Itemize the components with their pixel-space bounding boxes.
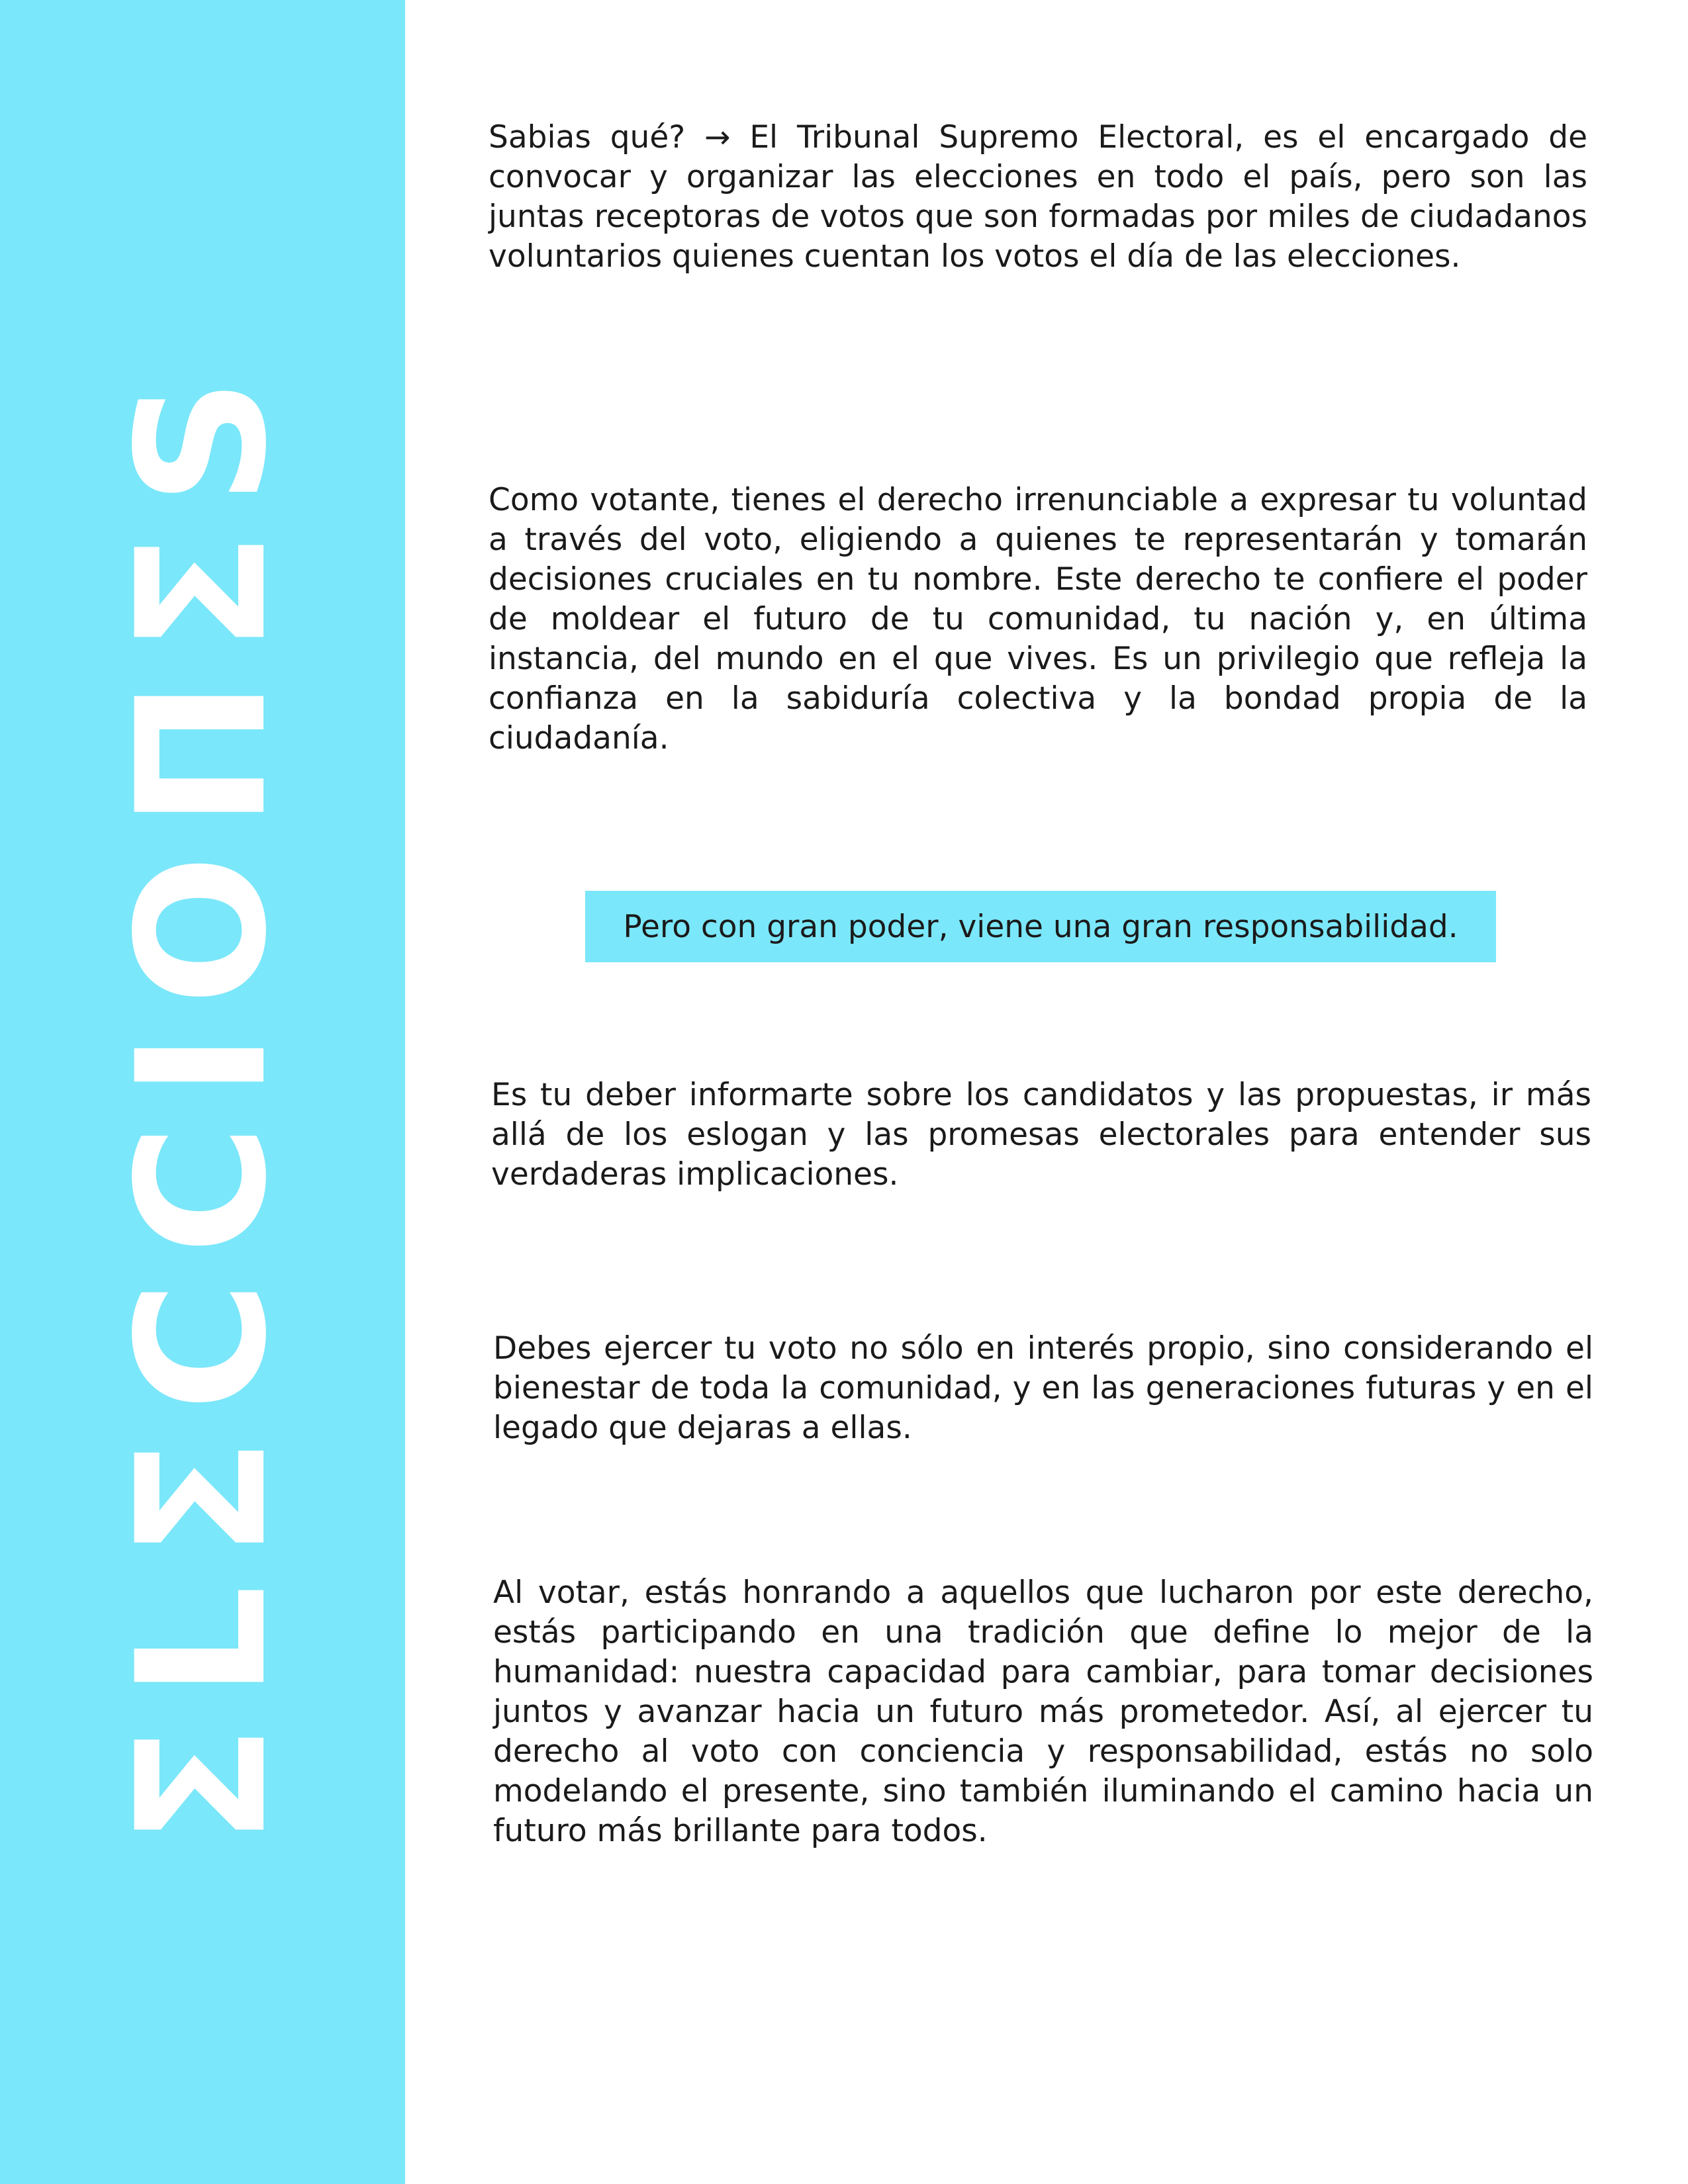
paragraph-deber-informarse: Es tu deber informarte sobre los candidatos y las propuestas, ir más allá de los eslogan y las promesas electorales para entender sus verdaderas implicaciones. [491, 1077, 1591, 1193]
paragraph-al-votar: Al votar, estás honrando a aquellos que lucharon por este derecho, estás participando en una tradición que define lo mejor de la humanidad: nuestra capacidad para cambiar, para tomar decisiones juntos y avanzar hacia un futuro más prometedor. Así, al ejercer tu derecho al voto con conciencia y responsabilidad, estás no solo modelando el presente, sino también iluminando el camino hacia un futuro más brillante para todos. [493, 1574, 1593, 1849]
paragraph-derecho-voto: Como votante, tienes el derecho irrenunciable a expresar tu voluntad a través del voto, eligiendo a quienes te representarán y tomarán decisiones cruciales en tu nombre. Este derecho te confiere el poder de moldear el futuro de tu comunidad, tu nación y, en última instancia, del mundo en el que vives. Es un privilegio que refleja la confianza en la sabiduría colectiva y la bondad propia de la ciudadanía. [489, 482, 1587, 756]
paragraph-sabias-que: Sabias qué? → El Tribunal Supremo Electoral, es el encargado de convocar y organizar las elecciones en todo el país, pero son las juntas receptoras de votos que son formadas por miles de ciudadanos voluntarios quienes cuentan los votos el día de las elecciones. [489, 119, 1587, 275]
vertical-title: ΣLΣCCIOΠΣS [99, 351, 306, 1846]
highlight-text: Pero con gran poder, viene una gran responsabilidad. [623, 908, 1458, 945]
sidebar-panel [0, 0, 405, 2184]
paragraph-ejercer-voto: Debes ejercer tu voto no sólo en interés propio, sino considerando el bienestar de toda la comunidad, y en las generaciones futuras y en el legado que dejaras a ellas. [493, 1330, 1593, 1446]
highlight-box [585, 891, 1496, 962]
